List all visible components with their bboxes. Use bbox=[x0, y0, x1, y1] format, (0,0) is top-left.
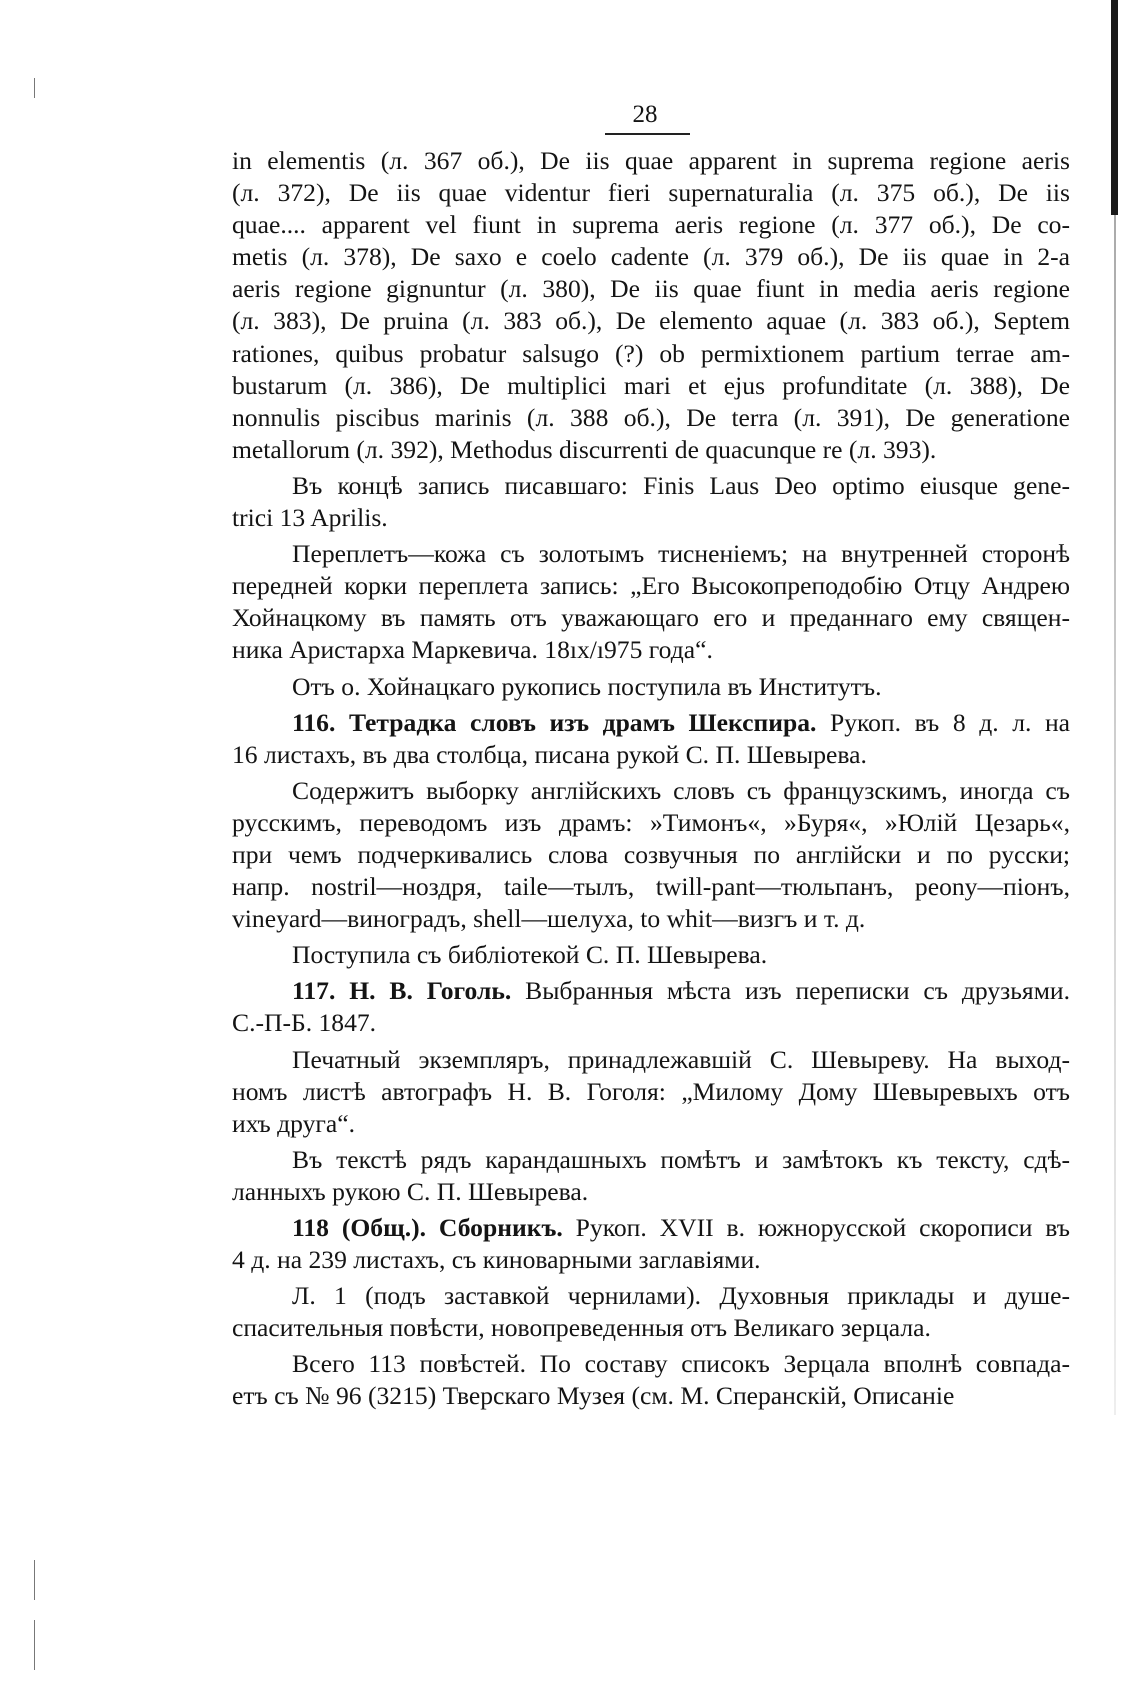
text-line bbox=[232, 1007, 1070, 1039]
paragraph-p10 bbox=[232, 1144, 1070, 1208]
text-line bbox=[232, 602, 1070, 634]
line-text: (л. 383), De pruina (л. 383 об.), De elemento aquae (л. 383 об.), Septem bbox=[232, 306, 1070, 336]
paragraph-p12 bbox=[232, 1280, 1070, 1344]
text-line bbox=[232, 502, 1070, 534]
line-text: metallorum (л. 392), Methodus discurrenti de quacunque re (л. 393). bbox=[232, 434, 937, 464]
text-line bbox=[232, 402, 1070, 434]
line-text: номъ листѣ автографъ Н. В. Гоголя: „Милому Дому Шевыревыхъ отъ bbox=[232, 1076, 1070, 1106]
paragraph-p1 bbox=[232, 145, 1070, 466]
line-text: С.-П-Б. 1847. bbox=[232, 1008, 377, 1038]
line-text: при чемъ подчеркивались слова созвучныя по англійски и по русски; bbox=[232, 839, 1070, 869]
text-line bbox=[232, 273, 1070, 305]
text-line bbox=[232, 177, 1070, 209]
paragraph-p5 bbox=[232, 707, 1070, 771]
line-text: Въ концѣ запись писавшаго: Finis Laus Deo optimo eiusque gene- bbox=[292, 470, 1070, 500]
line-text: етъ съ № 96 (3215) Тверскаго Музея (см. М. Сперанскій, Описаніе bbox=[232, 1381, 955, 1411]
text-line bbox=[232, 634, 1070, 666]
line-text: Рукоп. въ 8 д. л. на bbox=[816, 707, 1070, 737]
text-line bbox=[232, 707, 1070, 739]
text-line bbox=[232, 1076, 1070, 1108]
line-text: передней корки переплета запись: „Его Высокопреподобію Отцу Андрею bbox=[232, 571, 1070, 601]
entry-heading: 118 (Общ.). Сборникъ. bbox=[292, 1213, 563, 1242]
paragraph-p13 bbox=[232, 1348, 1070, 1412]
text-line bbox=[232, 1176, 1070, 1208]
line-text: спасительныя повѣсти, новопреведенныя отъ Великаго зерцала. bbox=[232, 1313, 931, 1343]
text-line bbox=[232, 903, 1070, 935]
text-line bbox=[232, 570, 1070, 602]
body-text bbox=[232, 145, 1070, 1417]
paragraph-p3 bbox=[232, 538, 1070, 666]
paragraph-p11 bbox=[232, 1212, 1070, 1276]
text-line bbox=[232, 739, 1070, 771]
paragraph-p6 bbox=[232, 775, 1070, 935]
line-text: Выбранныя мѣста изъ переписки съ друзьями. bbox=[511, 976, 1070, 1006]
text-line bbox=[232, 1244, 1070, 1276]
text-line bbox=[232, 1280, 1070, 1312]
margin-speck bbox=[34, 1560, 35, 1600]
text-line bbox=[232, 145, 1070, 177]
text-line bbox=[232, 839, 1070, 871]
line-text: nonnulis piscibus marinis (л. 388 об.), De terra (л. 391), De generatione bbox=[232, 402, 1070, 432]
line-text: 16 листахъ, въ два столбца, писана рукой С. П. Шевырева. bbox=[232, 739, 867, 769]
text-line bbox=[232, 975, 1070, 1007]
text-line bbox=[232, 209, 1070, 241]
paragraph-p8 bbox=[232, 975, 1070, 1039]
text-line bbox=[232, 370, 1070, 402]
line-text: Л. 1 (подъ заставкой чернилами). Духовныя приклады и душе- bbox=[292, 1281, 1070, 1311]
line-text: Содержитъ выборку англійскихъ словъ съ французскимъ, иногда съ bbox=[292, 775, 1070, 805]
scan-border-edge bbox=[1111, 0, 1118, 215]
paragraph-p9 bbox=[232, 1044, 1070, 1140]
text-line bbox=[232, 671, 1070, 703]
line-text: trici 13 Aprilis. bbox=[232, 503, 388, 533]
text-line bbox=[232, 241, 1070, 273]
text-line bbox=[232, 1212, 1070, 1244]
line-text: Хойнацкому въ память отъ уважающаго его и преданнаго ему священ- bbox=[232, 603, 1070, 633]
line-text: rationes, quibus probatur salsugo (?) ob permixtionem partium terrae am- bbox=[232, 338, 1070, 368]
line-text: metis (л. 378), De saxo e coelo cadente (л. 379 об.), De iis quae in 2-a bbox=[232, 242, 1070, 272]
paragraph-p7 bbox=[232, 939, 1070, 971]
text-line bbox=[232, 1144, 1070, 1176]
line-text: aeris regione gignuntur (л. 380), De iis quae fiunt in media aeris regione bbox=[232, 274, 1070, 304]
margin-speck bbox=[34, 78, 35, 98]
page-number-underline bbox=[605, 133, 690, 135]
text-line bbox=[232, 871, 1070, 903]
line-text: Отъ о. Хойнацкаго рукопись поступила въ Институтъ. bbox=[292, 671, 882, 701]
text-line bbox=[232, 1044, 1070, 1076]
line-text: 4 д. на 239 листахъ, съ киноварными заглавіями. bbox=[232, 1245, 761, 1275]
text-line bbox=[232, 1108, 1070, 1140]
text-line bbox=[232, 338, 1070, 370]
line-text: русскимъ, переводомъ изъ драмъ: »Тимонъ«, »Буря«, »Юлій Цезарь«, bbox=[232, 807, 1070, 837]
line-text: vineyard—виноградъ, shell—шелуха, to whit—визгъ и т. д. bbox=[232, 904, 866, 934]
line-text: Переплетъ—кожа съ золотымъ тисненіемъ; на внутренней сторонѣ bbox=[292, 539, 1070, 569]
text-line bbox=[232, 305, 1070, 337]
line-text: ихъ друга“. bbox=[232, 1108, 356, 1138]
text-line bbox=[232, 1380, 1070, 1412]
line-text: Печатный экземпляръ, принадлежавшій С. Шевыреву. На выход- bbox=[292, 1044, 1070, 1074]
text-line bbox=[232, 775, 1070, 807]
line-text: Въ текстѣ рядъ карандашныхъ помѣтъ и замѣтокъ къ тексту, сдѣ- bbox=[292, 1144, 1070, 1174]
line-text: Рукоп. XVII в. южнорусской скорописи въ bbox=[562, 1213, 1070, 1242]
entry-heading: 117. Н. В. Гоголь. bbox=[292, 976, 512, 1006]
line-text: напр. nostril—ноздря, taile—тылъ, twill-pant—тюльпанъ, peony—піонъ, bbox=[232, 872, 1070, 902]
text-line bbox=[232, 807, 1070, 839]
text-line bbox=[232, 1312, 1070, 1344]
line-text: Поступила съ библіотекой С. П. Шевырева. bbox=[292, 940, 768, 970]
line-text: bustarum (л. 386), De multiplici mari et ejus profunditate (л. 388), De bbox=[232, 370, 1070, 400]
entry-heading: 116. Тетрадка словъ изъ драмъ Шекспира. bbox=[292, 707, 817, 737]
text-line bbox=[232, 538, 1070, 570]
text-line bbox=[232, 939, 1070, 971]
line-text: in elementis (л. 367 об.), De iis quae apparent in suprema regione aeris bbox=[232, 146, 1070, 175]
paragraph-p2 bbox=[232, 470, 1070, 534]
page-number: 28 bbox=[632, 101, 658, 128]
margin-speck bbox=[34, 1620, 35, 1670]
paragraph-p4 bbox=[232, 671, 1070, 703]
text-line bbox=[232, 434, 1070, 466]
line-text: quae.... apparent vel fiunt in suprema aeris regione (л. 377 об.), De co- bbox=[232, 210, 1070, 240]
line-text: ника Аристарха Маркевича. 18ıx/ı975 года“. bbox=[232, 635, 713, 665]
line-text: Всего 113 повѣстей. По составу списокъ Зерцала вполнѣ совпада- bbox=[292, 1349, 1070, 1379]
text-line bbox=[232, 470, 1070, 502]
scan-border-shadow bbox=[1114, 215, 1116, 1415]
text-line bbox=[232, 1348, 1070, 1380]
line-text: ланныхъ рукою С. П. Шевырева. bbox=[232, 1176, 589, 1206]
line-text: (л. 372), De iis quae videntur fieri supernaturalia (л. 375 об.), De iis bbox=[232, 178, 1070, 208]
